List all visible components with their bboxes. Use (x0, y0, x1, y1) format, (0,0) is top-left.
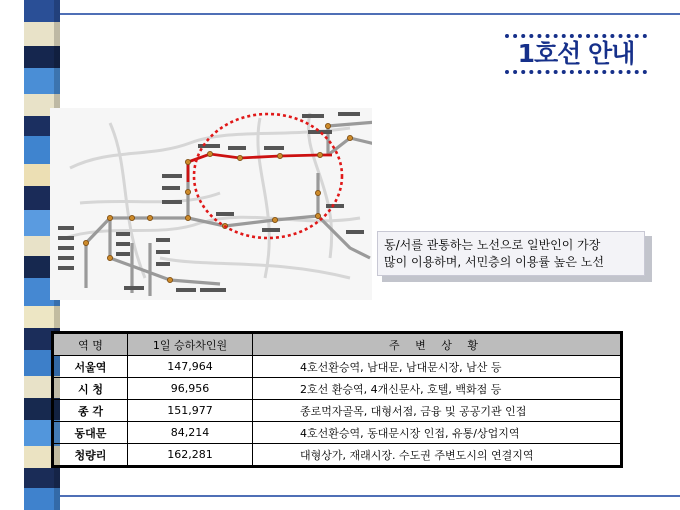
table-header-row (54, 334, 621, 356)
daily-riders: 96,956 (128, 378, 253, 400)
station-name: 청량리 (54, 444, 128, 466)
callout-box (377, 231, 645, 276)
table-row (54, 400, 621, 422)
surroundings: 4호선환승역, 남대문, 남대문시장, 남산 등 (253, 356, 621, 378)
daily-riders: 147,964 (128, 356, 253, 378)
table-row (54, 356, 621, 378)
title-dotted-rule-bottom (505, 70, 647, 74)
table-row (54, 422, 621, 444)
station-name: 종 각 (54, 400, 128, 422)
bottom-rule (60, 495, 680, 497)
daily-riders: 162,281 (128, 444, 253, 466)
daily-riders: 84,214 (128, 422, 253, 444)
station-table (53, 333, 621, 466)
surroundings: 종로먹자골목, 대형서점, 금융 및 공공기관 인접 (253, 400, 621, 422)
callout-line-2: 많이 이용하며, 서민층의 이용률 높은 노선 (384, 255, 604, 269)
station-name: 서울역 (54, 356, 128, 378)
title-block (505, 34, 647, 86)
header-surroundings: 주 변 상 황 (253, 334, 621, 356)
table-row (54, 378, 621, 400)
daily-riders: 151,977 (128, 400, 253, 422)
header-riders: 1일 승하차인원 (128, 334, 253, 356)
surroundings: 4호선환승역, 동대문시장 인접, 유통/상업지역 (253, 422, 621, 444)
callout-line-1: 동/서를 관통하는 노선으로 일반인이 가장 (384, 238, 601, 252)
subway-map-image (50, 108, 372, 300)
top-rule (60, 13, 680, 15)
page-title: 1호선 안내 (517, 39, 635, 68)
surroundings: 대형상가, 재래시장. 수도권 주변도시의 연결지역 (253, 444, 621, 466)
station-name: 시 청 (54, 378, 128, 400)
station-name: 동대문 (54, 422, 128, 444)
table-row (54, 444, 621, 466)
header-station: 역 명 (54, 334, 128, 356)
surroundings: 2호선 환승역, 4개신문사, 호텔, 백화점 등 (253, 378, 621, 400)
